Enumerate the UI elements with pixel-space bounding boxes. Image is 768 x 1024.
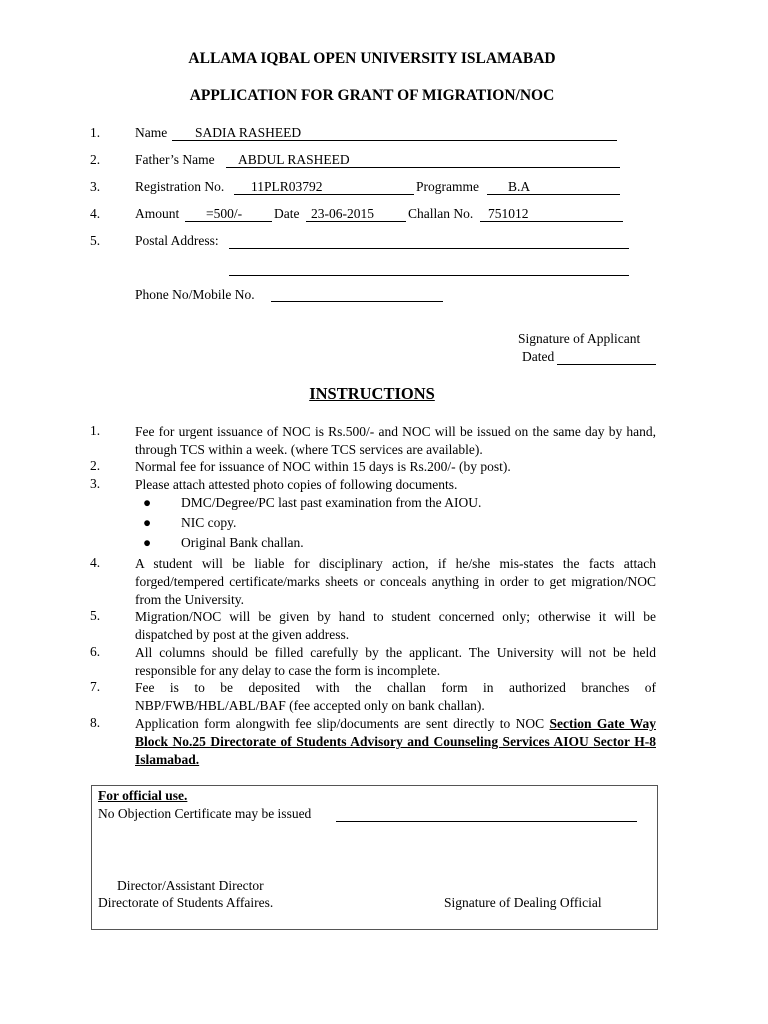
- field-number: 5.: [90, 233, 101, 248]
- document-bullet: Original Bank challan.: [181, 535, 304, 550]
- father-name-value[interactable]: ABDUL RASHEED: [238, 152, 350, 167]
- university-title: ALLAMA IQBAL OPEN UNIVERSITY ISLAMABAD: [188, 50, 556, 67]
- instruction-item: [135, 715, 656, 769]
- phone-underline[interactable]: [271, 301, 443, 302]
- date-value[interactable]: 23-06-2015: [311, 206, 374, 221]
- noc-office-address: Section Gate Way Block No.25 Directorate of Students Advisory and Counseling Services AIOU Sector H-8 Islamabad.: [135, 716, 656, 767]
- postal-address-line-1[interactable]: [229, 248, 629, 249]
- postal-address-line-2[interactable]: [229, 275, 629, 276]
- phone-label: Phone No/Mobile No.: [135, 287, 255, 302]
- instruction-item: Normal fee for issuance of NOC within 15 days is Rs.200/- (by post).: [135, 459, 511, 474]
- noc-issue-label: No Objection Certificate may be issued: [98, 806, 312, 821]
- directorate-label: Directorate of Students Affaires.: [98, 895, 274, 910]
- form-title: APPLICATION FOR GRANT OF MIGRATION/NOC: [189, 87, 555, 104]
- field-number: 3.: [90, 179, 101, 194]
- field-number: 2.: [90, 152, 101, 167]
- amount-label: Amount: [135, 206, 180, 221]
- registration-value[interactable]: 11PLR03792: [251, 179, 323, 194]
- dealing-official-signature: Signature of Dealing Official: [444, 895, 602, 910]
- name-value[interactable]: SADIA RASHEED: [195, 125, 302, 140]
- official-use-heading: For official use.: [98, 788, 188, 803]
- field-number: 4.: [90, 206, 101, 221]
- instruction-number: 4.: [90, 555, 101, 570]
- programme-label: Programme: [416, 179, 479, 194]
- programme-underline: [487, 194, 620, 195]
- instruction-number: 6.: [90, 644, 101, 659]
- signature-of-applicant: Signature of Applicant: [518, 331, 641, 346]
- challan-label: Challan No.: [408, 206, 474, 221]
- document-bullet: NIC copy.: [181, 515, 237, 530]
- dated-label: Dated: [522, 349, 555, 364]
- instruction-item: Fee is to be deposited with the challan form in authorized branches of NBP/FWB/HBL/ABL/BAF (fee accepted only on bank challan).: [135, 680, 656, 713]
- field-number: 1.: [90, 125, 101, 140]
- instruction-number: 5.: [90, 608, 101, 623]
- instruction-number: 7.: [90, 679, 101, 694]
- instruction-number: 1.: [90, 423, 101, 438]
- instruction-item: All columns should be filled carefully by the applicant. The University will not be held responsible for any delay to case the form is incomplete.: [135, 645, 656, 678]
- dated-underline[interactable]: [557, 364, 656, 365]
- instruction-item: Migration/NOC will be given by hand to student concerned only; otherwise it will be dispatched by post at the given address.: [135, 609, 656, 642]
- bullet-icon: ●: [143, 535, 152, 550]
- amount-value[interactable]: =500/-: [206, 206, 243, 221]
- programme-value[interactable]: B.A: [508, 179, 531, 194]
- instructions-heading: INSTRUCTIONS: [309, 384, 435, 403]
- instruction-item: Fee for urgent issuance of NOC is Rs.500/- and NOC will be issued on the same day by hand, through TCS within a week. (where TCS services are available).: [135, 424, 656, 457]
- father-name-label: Father’s Name: [135, 152, 215, 167]
- instruction-text: Application form alongwith fee slip/documents are sent directly to NOC: [135, 716, 545, 731]
- noc-issue-underline[interactable]: [336, 821, 637, 822]
- official-use-box: [91, 785, 658, 930]
- instruction-number: 8.: [90, 715, 101, 730]
- instruction-number: 3.: [90, 476, 101, 491]
- postal-address-label: Postal Address:: [135, 233, 219, 248]
- director-label: Director/Assistant Director: [117, 878, 264, 893]
- challan-value[interactable]: 751012: [488, 206, 529, 221]
- instruction-item: A student will be liable for disciplinary action, if he/she mis-states the facts attach forged/tempered certificate/marks sheets or conceals anything in order to get migration/NOC from the University.: [135, 556, 656, 607]
- bullet-icon: ●: [143, 495, 152, 510]
- instruction-item: Please attach attested photo copies of following documents.: [135, 477, 458, 492]
- bullet-icon: ●: [143, 515, 152, 530]
- name-label: Name: [135, 125, 168, 140]
- document-bullet: DMC/Degree/PC last past examination from the AIOU.: [181, 495, 482, 510]
- instruction-number: 2.: [90, 458, 101, 473]
- registration-label: Registration No.: [135, 179, 225, 194]
- date-label: Date: [274, 206, 300, 221]
